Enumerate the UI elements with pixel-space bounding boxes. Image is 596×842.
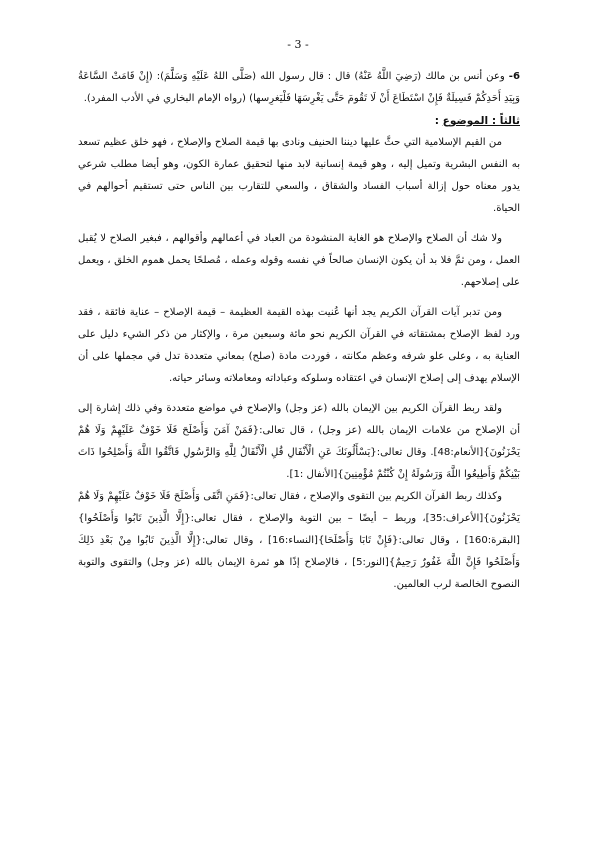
hadith-text: وعن أنس بن مالك (رَضِيَ اللَّهُ عَنْهُ) قال : قال رسول الله (صَلَّى اللهُ عَلَيْهِ وَسَلَّمَ): (إِنْ قَامَتْ السَّاعَةُ وَبِيَدِ أَحَدِكُمْ فَسِيلَةٌ فَإِنْ اسْتَطَاعَ أَنْ لَا تَقُومَ حَتَّى يَغْرِسَهَا فَلْيَغرِسها) (رواه الإمام البخاري في الأدب المفرد). (78, 71, 520, 104)
body-paragraph-3: ومن تدبر آيات القرآن الكريم يجد أنها عُنيت بهذه القيمة العظيمة – قيمة الإصلاح – عناية فائقة ، فقد ورد لفظ الإصلاح بمشتقاته في القرآن الكريم نحو مائة وسبعين مرة ، والإكثار من ذكر الشيء دليل على العناية به ، وعلى علو شرفه وعظم مكانته ، فوردت مادة (صلح) بمعاني متعددة تدل في مجملها على أن الإسلام يهدف إلى إصلاح الإنسان في اعتقاده وسلوكه وعباداته ومعاملاته وسائر حياته. (78, 307, 520, 384)
hadith-number: 6- (508, 71, 520, 82)
section-heading-label: ثالثاً : الموضوع (442, 115, 520, 127)
section-heading (78, 110, 520, 132)
body-paragraph-2: ولا شك أن الصلاح والإصلاح هو الغاية المنشودة من العباد في أعمالهم وأقوالهم ، فبغير الصلاح لا يُقبل العمل ، ومن ثمَّ فلا بد أن يكون الإنسان صالحاً في نفسه وقوله وعمله ، مُصلحًا يحمل هموم الخلق ، ويعمل على إصلاحهم. (78, 233, 520, 288)
body-paragraph-4: ولقد ربط القرآن الكريم بين الإيمان بالله (عز وجل) والإصلاح في مواضع متعددة وفي ذلك إشارة إلى أن الإصلاح من علامات الإيمان بالله (عز وجل) ، قال تعالى:{فَمَنْ آمَنَ وَأَصْلَحَ فَلَا خَوْفٌ عَلَيْهِمْ وَلَا هُمْ يَحْزَنُونَ}[الأنعام:48]. وقال تعالى:{يَسْأَلُونَكَ عَنِ الْأَنْفَالِ قُلِ الْأَنْفَالُ لِلَّهِ وَالرَّسُولِ فَاتَّقُوا اللَّهَ وَأَصْلِحُوا ذَاتَ بَيْنِكُمْ وَأَطِيعُوا اللَّهَ وَرَسُولَهُ إِنْ كُنْتُمْ مُؤْمِنِينَ}[الأنفال :1]. (78, 403, 520, 480)
section-heading-colon: : (434, 115, 443, 127)
hadith-paragraph (78, 66, 520, 110)
page-number: - 3 - (287, 38, 309, 51)
body-paragraph-1: من القيم الإسلامية التي حثَّ عليها ديننا الحنيف ونادى بها قيمة الصلاح والإصلاح ، فهو خلق عظيم تسعد به النفس البشرية وتميل إليه ، وهو قيمة إنسانية لابد منها لتحقيق عمارة الكون، وهو أيضا مطلب شرعي يدور معناه حول إزالة أسباب الفساد والشقاق ، والسعي للتقارب بين الناس حتى تستقيم أحوالهم في الحياة. (78, 137, 520, 214)
page-content (78, 66, 520, 596)
body-paragraph-5: وكذلك ربط القرآن الكريم بين التقوى والإصلاح ، فقال تعالى:{فَمَنِ اتَّقَى وَأَصْلَحَ فَلَا خَوْفٌ عَلَيْهِمْ وَلَا هُمْ يَحْزَنُونَ}[الأعراف:35]، وربط – أيضًا – بين التوبة والإصلاح ، فقال تعالى:{إِلَّا الَّذِينَ تَابُوا وَأَصْلَحُوا}[البقرة:160] ، وقال تعالى:{فَإِنْ تَابَا وَأَصْلَحَا}[النساء:16] ، وقال تعالى:{إِلَّا الَّذِينَ تَابُوا مِنْ بَعْدِ ذَلِكَ وَأَصْلَحُوا فَإِنَّ اللَّهَ غَفُورٌ رَحِيمٌ}[النور:5] ، فالإصلاح إذًا هو ثمرة الإيمان بالله (عز وجل) والتقوى والتوبة النصوح الخالصة لرب العالمين. (78, 491, 520, 590)
